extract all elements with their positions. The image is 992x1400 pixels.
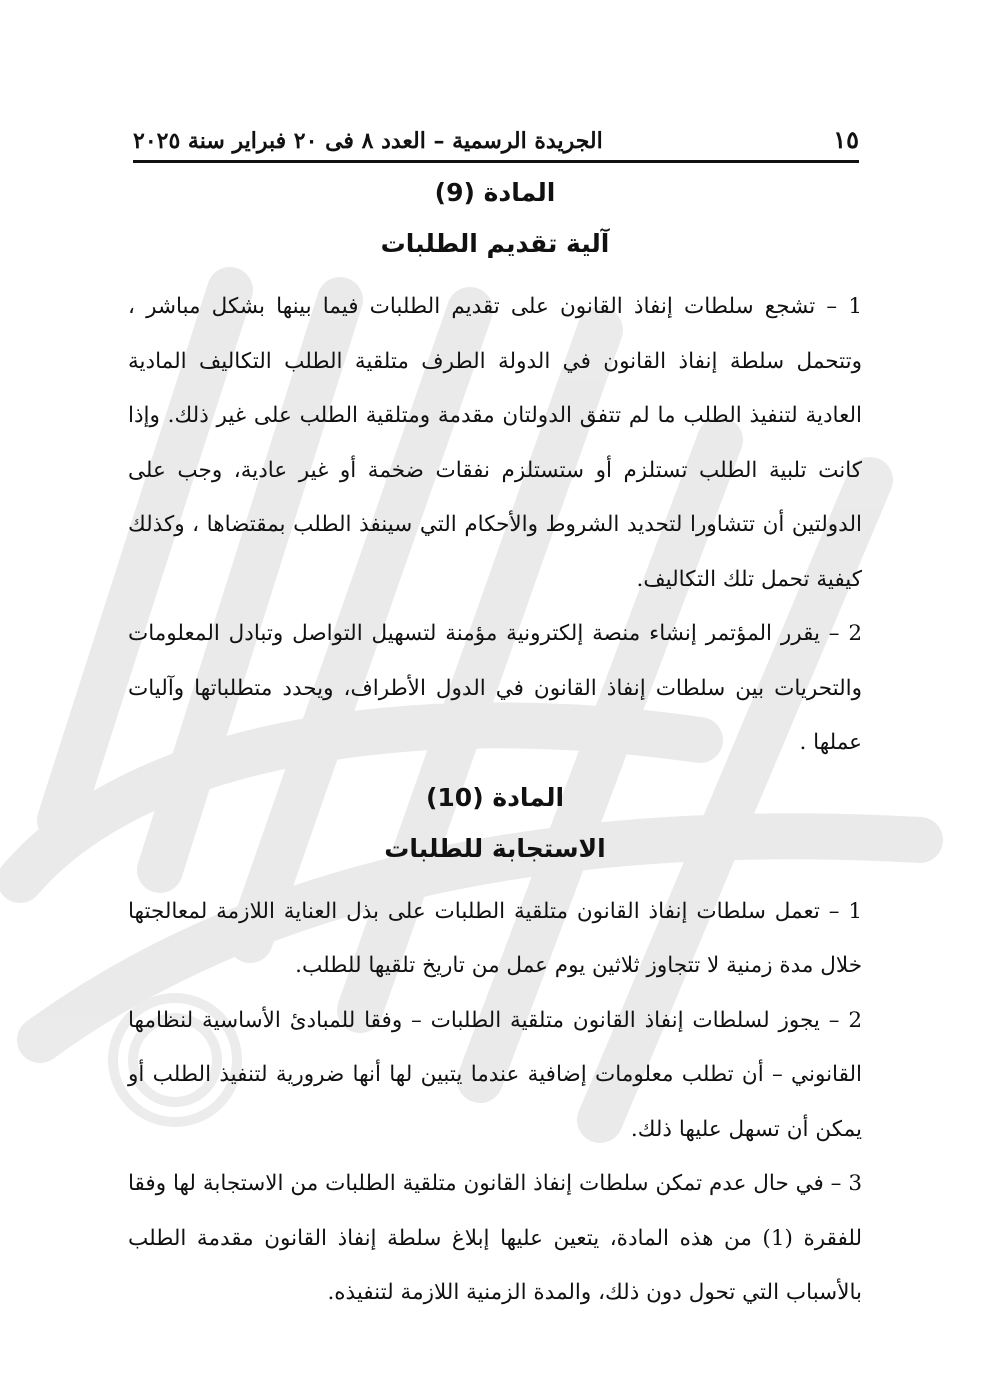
paragraph: 2 – يجوز لسلطات إنفاذ القانون متلقية الطلبات – وفقا للمبادئ الأساسية لنظامها القانوني – أن تطلب معلومات إضافية عندما يتبين لها أنها ضرورية لتنفيذ الطلب أو يمكن أن تسهل عليها ذلك.: [128, 1007, 862, 1142]
article-title: المادة (10): [425, 782, 565, 812]
paragraph: 3 – في حال عدم تمكن سلطات إنفاذ القانون متلقية الطلبات من الاستجابة لها وفقا للفقرة (1) من هذه المادة، يتعين عليها إبلاغ سلطة إنفاذ القانون مقدمة الطلب بالأسباب التي تحول دون ذلك، والمدة الزمنية اللازمة لتنفيذه.: [128, 1171, 862, 1305]
paragraph: 2 – يقرر المؤتمر إنشاء منصة إلكترونية مؤمنة لتسهيل التواصل وتبادل المعلومات والتحريات بين سلطات إنفاذ القانون في الدول الأطراف، ويحدد متطلباتها وآليات عملها .: [128, 621, 862, 755]
article-subtitle: الاستجابة للطلبات: [384, 833, 606, 863]
page-number: ١٥: [833, 125, 859, 154]
gazette-title: الجريدة الرسمية – العدد ٨ فى ٢٠ فبراير سنة ٢٠٢٥: [133, 128, 603, 154]
paragraph: 1 – تشجع سلطات إنفاذ القانون على تقديم الطلبات فيما بينها بشكل مباشر ، وتتحمل سلطة إنفاذ القانون في الدولة الطرف متلقية الطلب التكاليف المادية العادية لتنفيذ الطلب ما لم تتفق الدولتان مقدمة ومتلقية الطلب على غير ذلك. وإذا كانت تلبية الطلب تستلزم أو ستستلزم نفقات ضخمة أو غير عادية، وجب على الدولتين أن تتشاورا لتحديد الشروط والأحكام التي سينفذ الطلب بمقتضاها ، وكذلك كيفية تحمل تلك التكاليف.: [128, 294, 862, 592]
page-body: [128, 168, 862, 1321]
paragraph: 1 – تعمل سلطات إنفاذ القانون متلقية الطلبات على بذل العناية اللازمة لمعالجتها خلال مدة زمنية لا تتجاوز ثلاثين يوم عمل من تاريخ تلقيها للطلب.: [128, 898, 862, 978]
article-title: المادة (9): [434, 178, 556, 207]
page-header: [133, 112, 859, 163]
article-subtitle: آلية تقديم الطلبات: [380, 229, 610, 258]
